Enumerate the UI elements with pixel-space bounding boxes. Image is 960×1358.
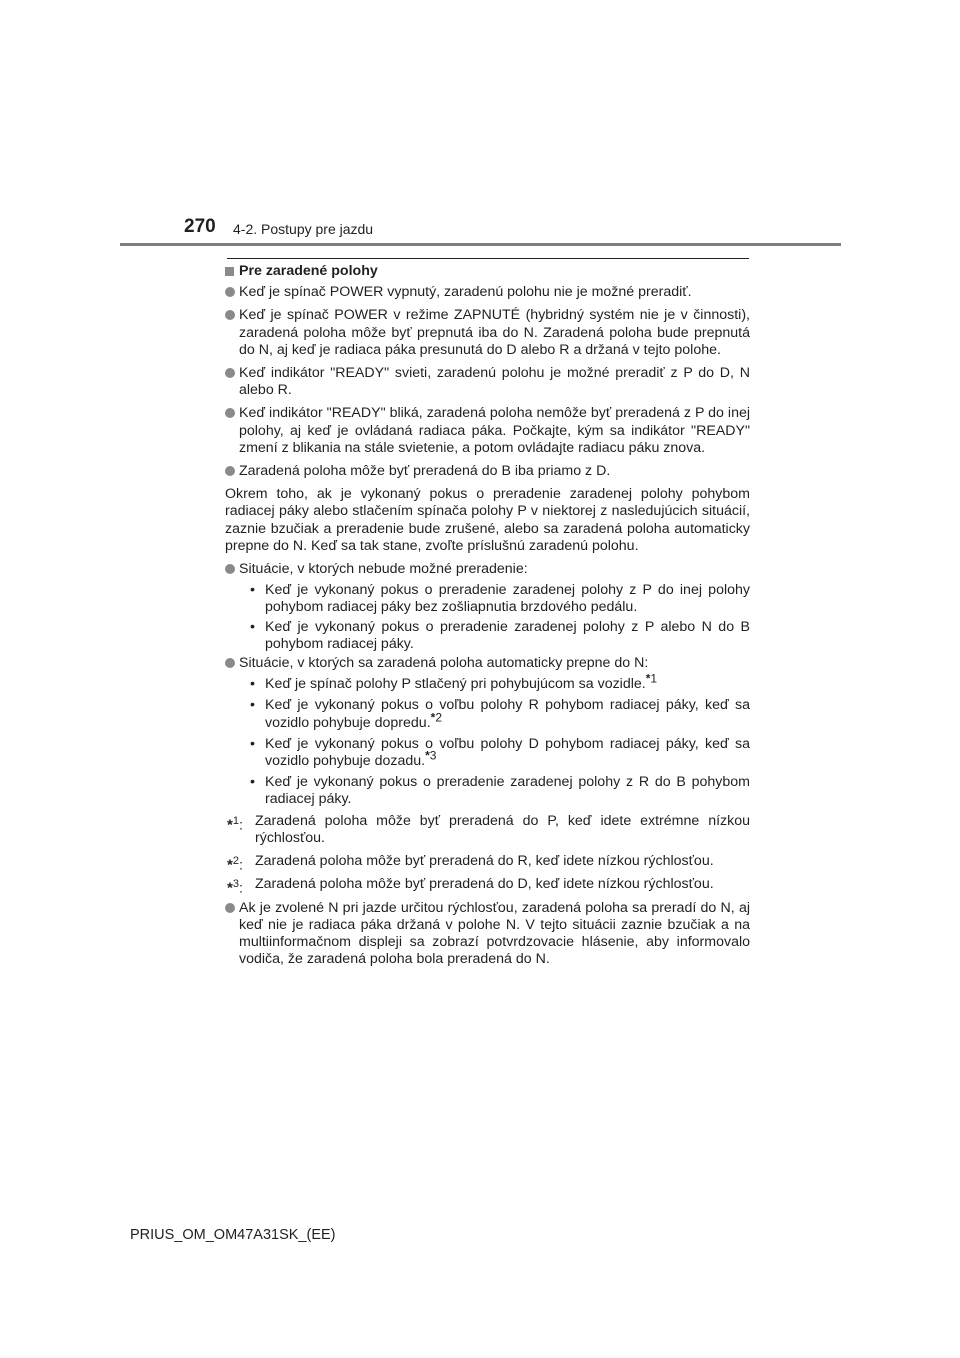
round-bullet-icon	[225, 903, 235, 913]
footnote	[225, 813, 750, 847]
bullet-text: Keď indikátor "READY" svieti, zaradenú polohu je možné preradiť z P do D, N alebo R.	[239, 365, 750, 399]
bullet-item-auto-n	[225, 655, 750, 672]
footnote-marker: *$^3$:	[227, 878, 243, 898]
footnote	[225, 876, 750, 898]
page-number: 270	[184, 216, 216, 237]
bullet-text: Keď je spínač POWER v režime ZAPNUTÉ (hybridný systém nie je v činnosti), zaradená poloha môže byť prepnutá iba do N. Zaradená poloha bude prepnutá do N, aj keď je radiaca páka presunutá do D alebo R a držaná v tejto polohe.	[239, 307, 750, 358]
body-paragraph: Okrem toho, ak je vykonaný pokus o preradenie zaradenej polohy pohybom radiacej páky alebo stlačením spínača polohy P v niektorej z nasledujúcich situácií, zaznie bzučiak a preradenie bude zrušené, alebo sa zaradená poloha automaticky prepne do N. Keď sa tak stane, zvoľte príslušnú zaradenú polohu.	[225, 486, 750, 554]
sub-item	[239, 697, 750, 731]
round-bullet-icon	[225, 310, 235, 320]
sub-bullet: •	[250, 676, 255, 693]
footnote-ref: *1	[645, 671, 658, 686]
footnote-marker: *$^2$:	[227, 855, 243, 874]
round-bullet-icon	[225, 408, 235, 418]
bullet-item	[225, 284, 750, 301]
sub-bullet: •	[250, 697, 255, 714]
bullet-text: Zaradená poloha môže byť preradená do B iba priamo z D.	[239, 463, 611, 480]
sub-item	[239, 619, 750, 653]
footnote-text: Zaradená poloha môže byť preradená do R, keď idete nízkou rýchlosťou.	[255, 853, 714, 870]
round-bullet-icon	[225, 564, 235, 574]
footnote-ref: *3	[425, 748, 437, 763]
bullet-text: Situácie, v ktorých nebude možné preradenie:	[239, 561, 528, 578]
sub-item	[239, 774, 750, 808]
sub-bullet: •	[250, 774, 255, 791]
sub-item-text: Keď je vykonaný pokus o preradenie zaradenej polohy z P do inej polohy pohybom radiacej páky bez zošliapnutia brzdového pedálu.	[265, 582, 750, 616]
sub-bullet: •	[250, 735, 255, 752]
page-content	[225, 263, 750, 974]
footnote-text: Zaradená poloha môže byť preradená do D, keď idete nízkou rýchlosťou.	[255, 876, 714, 893]
sub-item	[239, 671, 750, 693]
sub-bullet: •	[250, 618, 255, 635]
sub-item	[239, 736, 750, 770]
sub-item-text: Keď je spínač polohy P stlačený pri pohybujúcom sa vozidle.	[265, 676, 646, 693]
section-header: 4-2. Postupy pre jazdu	[233, 221, 374, 237]
section-rule	[227, 258, 749, 259]
bullet-item-no-shift	[225, 561, 750, 578]
footnote-marker: *$^1$:	[227, 814, 243, 834]
bullet-item	[225, 900, 750, 969]
auto-n-list	[239, 671, 750, 808]
section-title-block	[225, 263, 750, 280]
bullet-item	[225, 463, 750, 480]
bullet-text: Ak je zvolené N pri jazde určitou rýchlosťou, zaradená poloha sa preradí do N, aj keď nie je radiaca páka držaná v polohe N. V tejto situácii zaznie bzučiak a na multiinformačnom displeji sa zobrazí potvrdzovacie hlásenie, aby informovalo vodiča, že zaradená poloha bola preradená do N.	[239, 899, 750, 968]
bullet-text: Keď indikátor "READY" bliká, zaradená poloha nemôže byť preradená z P do inej polohy, aj keď je ovládaná radiaca páka. Počkajte, kým sa indikátor "READY" zmení z blikania na stále svietenie, a potom ovládajte radiacu páku znova.	[239, 405, 750, 456]
sub-item-text: Keď je vykonaný pokus o voľbu polohy R pohybom radiacej páky, keď sa vozidlo pohybuje dopredu.	[265, 697, 750, 731]
sub-item-text: Keď je vykonaný pokus o voľbu polohy D pohybom radiacej páky, keď sa vozidlo pohybuje dozadu.	[265, 735, 750, 770]
sub-item-text: Keď je vykonaný pokus o preradenie zaradenej polohy z P alebo N do B pohybom radiacej páky.	[265, 618, 750, 652]
document-footer: PRIUS_OM_OM47A31SK_(EE)	[130, 1227, 336, 1243]
no-shift-list	[239, 582, 750, 653]
round-bullet-icon	[225, 287, 235, 297]
footnote	[225, 853, 750, 874]
section-title: Pre zaradené polohy	[239, 263, 378, 279]
bullet-item	[225, 307, 750, 359]
bullet-text: Situácie, v ktorých sa zaradená poloha automaticky prepne do N:	[239, 655, 649, 672]
bullet-item	[225, 365, 750, 399]
sub-item-text: Keď je vykonaný pokus o preradenie zaradenej polohy z R do B pohybom radiacej páky.	[265, 774, 750, 808]
round-bullet-icon	[225, 466, 235, 476]
round-bullet-icon	[225, 368, 235, 378]
bullet-item	[225, 405, 750, 457]
header-rule	[120, 243, 841, 246]
sub-item	[239, 582, 750, 616]
bullet-text: Keď je spínač POWER vypnutý, zaradenú polohu nie je možné preradiť.	[239, 284, 692, 301]
round-bullet-icon	[225, 658, 235, 668]
sub-bullet: •	[250, 582, 255, 599]
footnote-ref: *2	[430, 709, 443, 724]
square-bullet-icon	[225, 267, 234, 276]
footnote-text: Zaradená poloha môže byť preradená do P, keď idete extrémne nízkou rýchlosťou.	[255, 812, 750, 846]
